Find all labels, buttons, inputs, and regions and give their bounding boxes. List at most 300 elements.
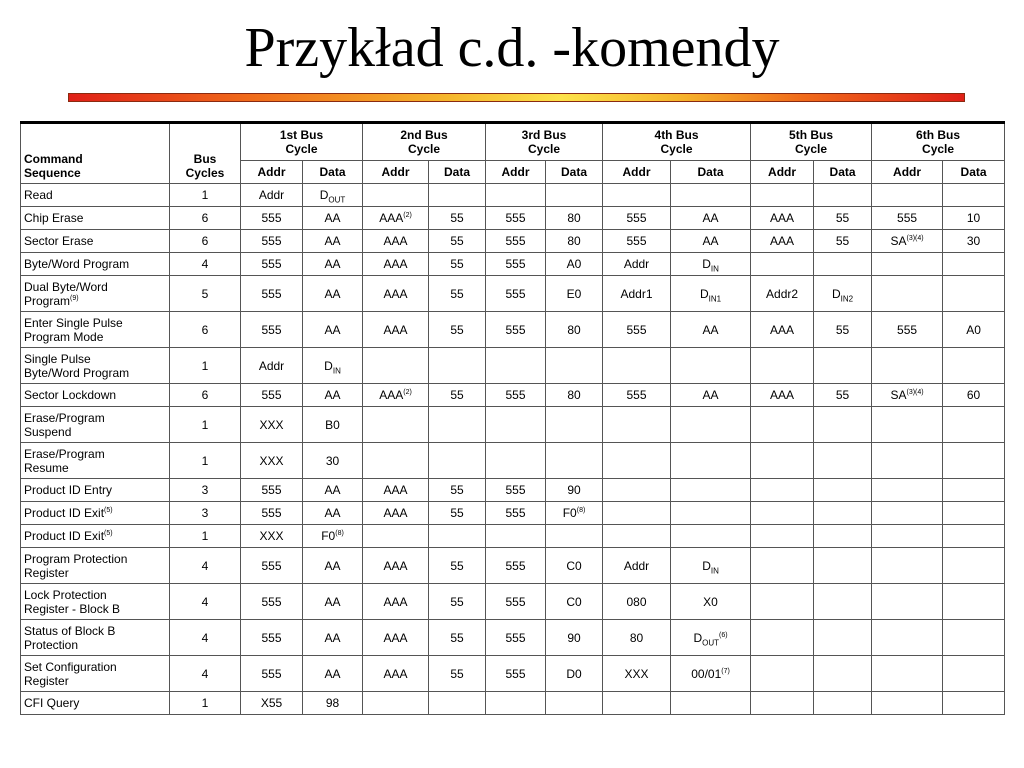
cell-value: B0 <box>325 417 340 432</box>
command-name-text: Status of Block B <box>24 623 116 638</box>
data-cell <box>814 312 872 348</box>
data-cell <box>943 479 1005 502</box>
cell-subscript: IN <box>710 264 719 274</box>
cell-value: 555 <box>626 388 647 402</box>
addr-cell <box>363 207 429 230</box>
addr-cell <box>486 525 546 548</box>
command-name-cell <box>21 184 170 207</box>
data-cell <box>429 312 486 348</box>
cell-value: 555 <box>897 211 918 225</box>
data-cell <box>943 276 1005 312</box>
cell-value: D <box>831 286 841 301</box>
cell-value: AAA <box>383 506 408 520</box>
data-cell <box>303 207 363 230</box>
data-cell <box>814 276 872 312</box>
cell-value: AAA <box>383 286 408 301</box>
addr-cell <box>603 207 671 230</box>
addr-cell <box>241 253 303 276</box>
cell-value: 555 <box>261 483 282 497</box>
data-cell <box>671 384 751 407</box>
cell-value: SA <box>890 388 907 402</box>
addr-cell <box>872 502 943 525</box>
command-name-cell <box>21 312 170 348</box>
cell-value: 55 <box>450 388 464 402</box>
data-cell <box>943 384 1005 407</box>
addr-cell <box>751 620 814 656</box>
data-cell <box>303 443 363 479</box>
addr-cell <box>486 207 546 230</box>
cell-value: 55 <box>450 286 464 301</box>
data-cell <box>943 548 1005 584</box>
cell-value: 080 <box>626 594 647 609</box>
cell-value: 98 <box>325 696 340 710</box>
table-row <box>21 184 1005 207</box>
cell-value: AA <box>324 506 341 520</box>
cell-value: AAA <box>383 257 408 271</box>
data-cell <box>814 348 872 384</box>
header-addr: Addr <box>603 161 671 184</box>
addr-cell <box>363 479 429 502</box>
addr-cell <box>751 407 814 443</box>
addr-cell <box>241 443 303 479</box>
data-cell <box>943 502 1005 525</box>
command-name-text: Byte/Word Program <box>24 257 130 271</box>
cell-value: AA <box>324 630 341 645</box>
data-cell <box>546 407 603 443</box>
data-cell <box>303 407 363 443</box>
data-cell <box>546 502 603 525</box>
command-name-text: Sector Erase <box>24 234 94 248</box>
data-cell <box>546 184 603 207</box>
addr-cell <box>363 584 429 620</box>
cell-value: Addr <box>258 188 285 202</box>
cell-value: 55 <box>450 630 464 645</box>
command-name-cell <box>21 230 170 253</box>
addr-cell <box>363 348 429 384</box>
addr-cell <box>751 525 814 548</box>
data-cell <box>814 656 872 692</box>
addr-cell <box>241 656 303 692</box>
addr-cell <box>751 548 814 584</box>
addr-cell <box>241 230 303 253</box>
command-name-text: Register <box>24 673 69 688</box>
command-name-text: Protection <box>24 637 79 652</box>
addr-cell <box>241 184 303 207</box>
cell-value: 55 <box>450 506 464 520</box>
data-cell <box>429 656 486 692</box>
cell-value: 555 <box>626 211 647 225</box>
command-name-cell <box>21 479 170 502</box>
command-name-cell <box>21 656 170 692</box>
addr-cell <box>486 479 546 502</box>
command-sequence-table <box>20 121 1005 715</box>
cell-value: AAA <box>383 594 408 609</box>
cell-value: 555 <box>626 322 647 337</box>
addr-cell <box>872 384 943 407</box>
data-cell <box>546 548 603 584</box>
command-table-container <box>20 121 1004 715</box>
cell-value: AA <box>702 211 719 225</box>
bus-cycles-cell: 4 <box>170 656 241 692</box>
addr-cell <box>603 407 671 443</box>
cell-value: D <box>702 257 711 271</box>
cell-value: Addr <box>623 257 650 271</box>
addr-cell <box>486 584 546 620</box>
bus-cycles-cell: 6 <box>170 230 241 253</box>
cell-value: XXX <box>259 453 284 468</box>
cell-value: D <box>699 286 709 301</box>
addr-cell <box>486 443 546 479</box>
addr-cell <box>603 348 671 384</box>
addr-cell <box>603 276 671 312</box>
data-cell <box>546 584 603 620</box>
data-cell <box>303 692 363 715</box>
data-cell <box>546 312 603 348</box>
cell-value: 555 <box>505 211 526 225</box>
cell-value: C0 <box>566 594 582 609</box>
cell-value: 555 <box>505 322 526 337</box>
cell-subscript: IN1 <box>708 293 722 303</box>
bus-cycles-cell: 6 <box>170 384 241 407</box>
cell-value: F0 <box>562 506 577 520</box>
data-cell <box>671 656 751 692</box>
addr-cell <box>486 230 546 253</box>
data-cell <box>303 656 363 692</box>
data-cell <box>671 548 751 584</box>
command-name-text: Program Mode <box>24 329 104 344</box>
data-cell <box>943 584 1005 620</box>
cell-value: 555 <box>261 234 282 248</box>
data-cell <box>546 384 603 407</box>
data-cell <box>814 443 872 479</box>
data-cell <box>546 230 603 253</box>
header-addr: Addr <box>363 161 429 184</box>
table-row <box>21 230 1005 253</box>
data-cell <box>814 479 872 502</box>
command-name-text: Enter Single Pulse <box>24 315 123 330</box>
addr-cell <box>751 184 814 207</box>
addr-cell <box>241 692 303 715</box>
header-addr: Addr <box>872 161 943 184</box>
addr-cell <box>603 384 671 407</box>
bus-cycles-cell: 4 <box>170 584 241 620</box>
table-row <box>21 620 1005 656</box>
cell-value: 55 <box>835 211 850 225</box>
header-data: Data <box>943 161 1005 184</box>
data-cell <box>546 479 603 502</box>
addr-cell <box>363 184 429 207</box>
cell-footnote: (8) <box>576 507 586 514</box>
data-cell <box>303 253 363 276</box>
table-row <box>21 312 1005 348</box>
addr-cell <box>872 312 943 348</box>
addr-cell <box>241 548 303 584</box>
addr-cell <box>603 253 671 276</box>
addr-cell <box>241 620 303 656</box>
addr-cell <box>751 348 814 384</box>
addr-cell <box>603 479 671 502</box>
table-row <box>21 692 1005 715</box>
addr-cell <box>751 443 814 479</box>
addr-cell <box>241 407 303 443</box>
cell-value: D <box>324 358 333 373</box>
addr-cell <box>486 348 546 384</box>
command-name-cell <box>21 584 170 620</box>
data-cell <box>303 230 363 253</box>
addr-cell <box>603 443 671 479</box>
data-cell <box>943 230 1005 253</box>
command-name-cell <box>21 207 170 230</box>
table-header <box>21 123 1005 184</box>
header-data: Data <box>814 161 872 184</box>
cell-value: 55 <box>450 558 464 573</box>
cell-value: AA <box>324 666 341 681</box>
addr-cell <box>486 312 546 348</box>
cell-value: 555 <box>505 388 526 402</box>
cell-value: 90 <box>567 630 581 645</box>
data-cell <box>429 253 486 276</box>
cell-value: XXX <box>259 529 284 543</box>
cell-value: 555 <box>505 506 526 520</box>
data-cell <box>303 548 363 584</box>
bus-cycles-cell: 3 <box>170 479 241 502</box>
cell-value: 80 <box>567 322 581 337</box>
bus-cycles-cell: 6 <box>170 207 241 230</box>
cell-value: 555 <box>261 630 282 645</box>
cell-value: 555 <box>261 558 282 573</box>
addr-cell <box>241 348 303 384</box>
cell-value: 555 <box>261 286 282 301</box>
command-name-text: Product ID Exit <box>24 529 105 543</box>
cell-footnote: (8) <box>335 530 344 537</box>
addr-cell <box>363 230 429 253</box>
bus-cycles-cell: 4 <box>170 548 241 584</box>
table-row <box>21 502 1005 525</box>
cell-value: AA <box>702 388 719 402</box>
addr-cell <box>603 312 671 348</box>
data-cell <box>429 620 486 656</box>
command-name-text: Erase/Program <box>24 446 105 461</box>
data-cell <box>546 276 603 312</box>
cell-value: AAA <box>770 322 795 337</box>
cell-value: F0 <box>321 529 336 543</box>
data-cell <box>814 692 872 715</box>
command-name-text: Read <box>24 188 53 202</box>
cell-value: 555 <box>261 322 282 337</box>
cell-value: 555 <box>505 558 526 573</box>
command-name-cell <box>21 620 170 656</box>
addr-cell <box>241 276 303 312</box>
addr-cell <box>751 656 814 692</box>
cell-value: XXX <box>259 417 284 432</box>
data-cell <box>671 312 751 348</box>
addr-cell <box>872 548 943 584</box>
data-cell <box>814 620 872 656</box>
addr-cell <box>363 502 429 525</box>
addr-cell <box>751 502 814 525</box>
addr-cell <box>486 502 546 525</box>
cell-value: 555 <box>505 666 526 681</box>
command-name-cell <box>21 548 170 584</box>
data-cell <box>429 443 486 479</box>
header-addr: Addr <box>241 161 303 184</box>
addr-cell <box>241 479 303 502</box>
addr-cell <box>363 656 429 692</box>
cell-value: AAA <box>383 234 408 248</box>
header-bus-cycle-1: 1st Bus Cycle <box>241 123 363 161</box>
command-name-text: Single Pulse <box>24 351 91 366</box>
cell-value: 55 <box>450 322 464 337</box>
cell-value: 555 <box>505 483 526 497</box>
cell-value: 555 <box>505 286 526 301</box>
cell-value: 555 <box>505 630 526 645</box>
cell-value: E0 <box>566 286 582 301</box>
cell-value: 55 <box>835 322 850 337</box>
table-row <box>21 525 1005 548</box>
header-bus-cycle-5: 5th Bus Cycle <box>751 123 872 161</box>
table-row <box>21 479 1005 502</box>
addr-cell <box>363 253 429 276</box>
data-cell <box>303 502 363 525</box>
command-name-text: Set Configuration <box>24 659 117 674</box>
addr-cell <box>363 276 429 312</box>
header-bus-cycle-2: 2nd Bus Cycle <box>363 123 486 161</box>
table-row <box>21 584 1005 620</box>
table-row <box>21 253 1005 276</box>
cell-value: AAA <box>379 211 404 225</box>
cell-subscript: IN <box>710 565 719 575</box>
cell-footnote: (2) <box>403 389 412 396</box>
cell-value: 55 <box>450 483 464 497</box>
addr-cell <box>872 230 943 253</box>
cell-value: 555 <box>505 257 526 271</box>
data-cell <box>429 184 486 207</box>
cell-value: AA <box>324 257 341 271</box>
data-cell <box>303 184 363 207</box>
addr-cell <box>486 656 546 692</box>
cell-value: 80 <box>567 234 581 248</box>
cell-value: Addr2 <box>766 286 799 301</box>
cell-subscript: OUT <box>702 637 720 647</box>
addr-cell <box>872 584 943 620</box>
cell-value: A0 <box>966 322 981 337</box>
cell-value: AA <box>324 594 341 609</box>
header-addr: Addr <box>486 161 546 184</box>
cell-value: Addr <box>258 358 285 373</box>
addr-cell <box>486 620 546 656</box>
addr-cell <box>486 692 546 715</box>
cell-value: AAA <box>383 558 408 573</box>
data-cell <box>943 184 1005 207</box>
addr-cell <box>363 384 429 407</box>
cell-value: C0 <box>566 558 582 573</box>
command-name-text: Program Protection <box>24 551 128 566</box>
header-bus-cycle-3: 3rd Bus Cycle <box>486 123 603 161</box>
data-cell <box>814 184 872 207</box>
data-cell <box>546 348 603 384</box>
cell-value: 00/01 <box>691 666 722 681</box>
command-name-cell <box>21 407 170 443</box>
cell-value: 555 <box>261 506 282 520</box>
command-name-cell <box>21 348 170 384</box>
cell-value: AAA <box>379 388 404 402</box>
command-name-cell <box>21 443 170 479</box>
addr-cell <box>872 656 943 692</box>
data-cell <box>546 620 603 656</box>
cell-value: AAA <box>383 666 408 681</box>
data-cell <box>943 348 1005 384</box>
addr-cell <box>486 384 546 407</box>
command-name-cell <box>21 502 170 525</box>
data-cell <box>943 253 1005 276</box>
command-footnote: (9) <box>70 294 79 302</box>
addr-cell <box>486 184 546 207</box>
addr-cell <box>241 207 303 230</box>
data-cell <box>814 207 872 230</box>
cell-value: X0 <box>703 594 718 609</box>
cell-footnote: (6) <box>719 631 728 639</box>
bus-cycles-cell: 4 <box>170 620 241 656</box>
header-bus-cycle-4: 4th Bus Cycle <box>603 123 751 161</box>
cell-value: 30 <box>966 234 981 248</box>
header-data: Data <box>429 161 486 184</box>
header-data: Data <box>546 161 603 184</box>
cell-value: D0 <box>566 666 582 681</box>
slide-title: Przykład c.d. -komendy <box>244 17 780 79</box>
data-cell <box>303 348 363 384</box>
addr-cell <box>872 692 943 715</box>
addr-cell <box>603 692 671 715</box>
addr-cell <box>241 584 303 620</box>
data-cell <box>429 230 486 253</box>
addr-cell <box>751 479 814 502</box>
addr-cell <box>603 230 671 253</box>
header-command-sequence: Command Sequence <box>21 123 170 184</box>
addr-cell <box>751 207 814 230</box>
cell-value: 55 <box>450 211 464 225</box>
data-cell <box>429 502 486 525</box>
addr-cell <box>486 253 546 276</box>
addr-cell <box>363 407 429 443</box>
data-cell <box>671 584 751 620</box>
data-cell <box>943 656 1005 692</box>
data-cell <box>429 384 486 407</box>
addr-cell <box>872 207 943 230</box>
cell-value: AAA <box>770 234 795 248</box>
command-name-text: Product ID Exit <box>24 506 105 520</box>
data-cell <box>943 407 1005 443</box>
table-row <box>21 207 1005 230</box>
addr-cell <box>603 525 671 548</box>
header-data: Data <box>303 161 363 184</box>
data-cell <box>943 692 1005 715</box>
cell-value: AA <box>324 234 341 248</box>
bus-cycles-cell: 5 <box>170 276 241 312</box>
header-bus-cycles: Bus Cycles <box>170 123 241 184</box>
cell-value: AA <box>324 483 341 497</box>
cell-value: D <box>319 188 329 202</box>
cell-value: 555 <box>261 388 282 402</box>
cell-value: AA <box>702 234 719 248</box>
cell-value: AAA <box>383 322 408 337</box>
data-cell <box>546 692 603 715</box>
addr-cell <box>241 525 303 548</box>
data-cell <box>546 525 603 548</box>
addr-cell <box>872 525 943 548</box>
cell-value: 555 <box>897 322 918 337</box>
data-cell <box>814 502 872 525</box>
cell-value: 80 <box>567 388 581 402</box>
